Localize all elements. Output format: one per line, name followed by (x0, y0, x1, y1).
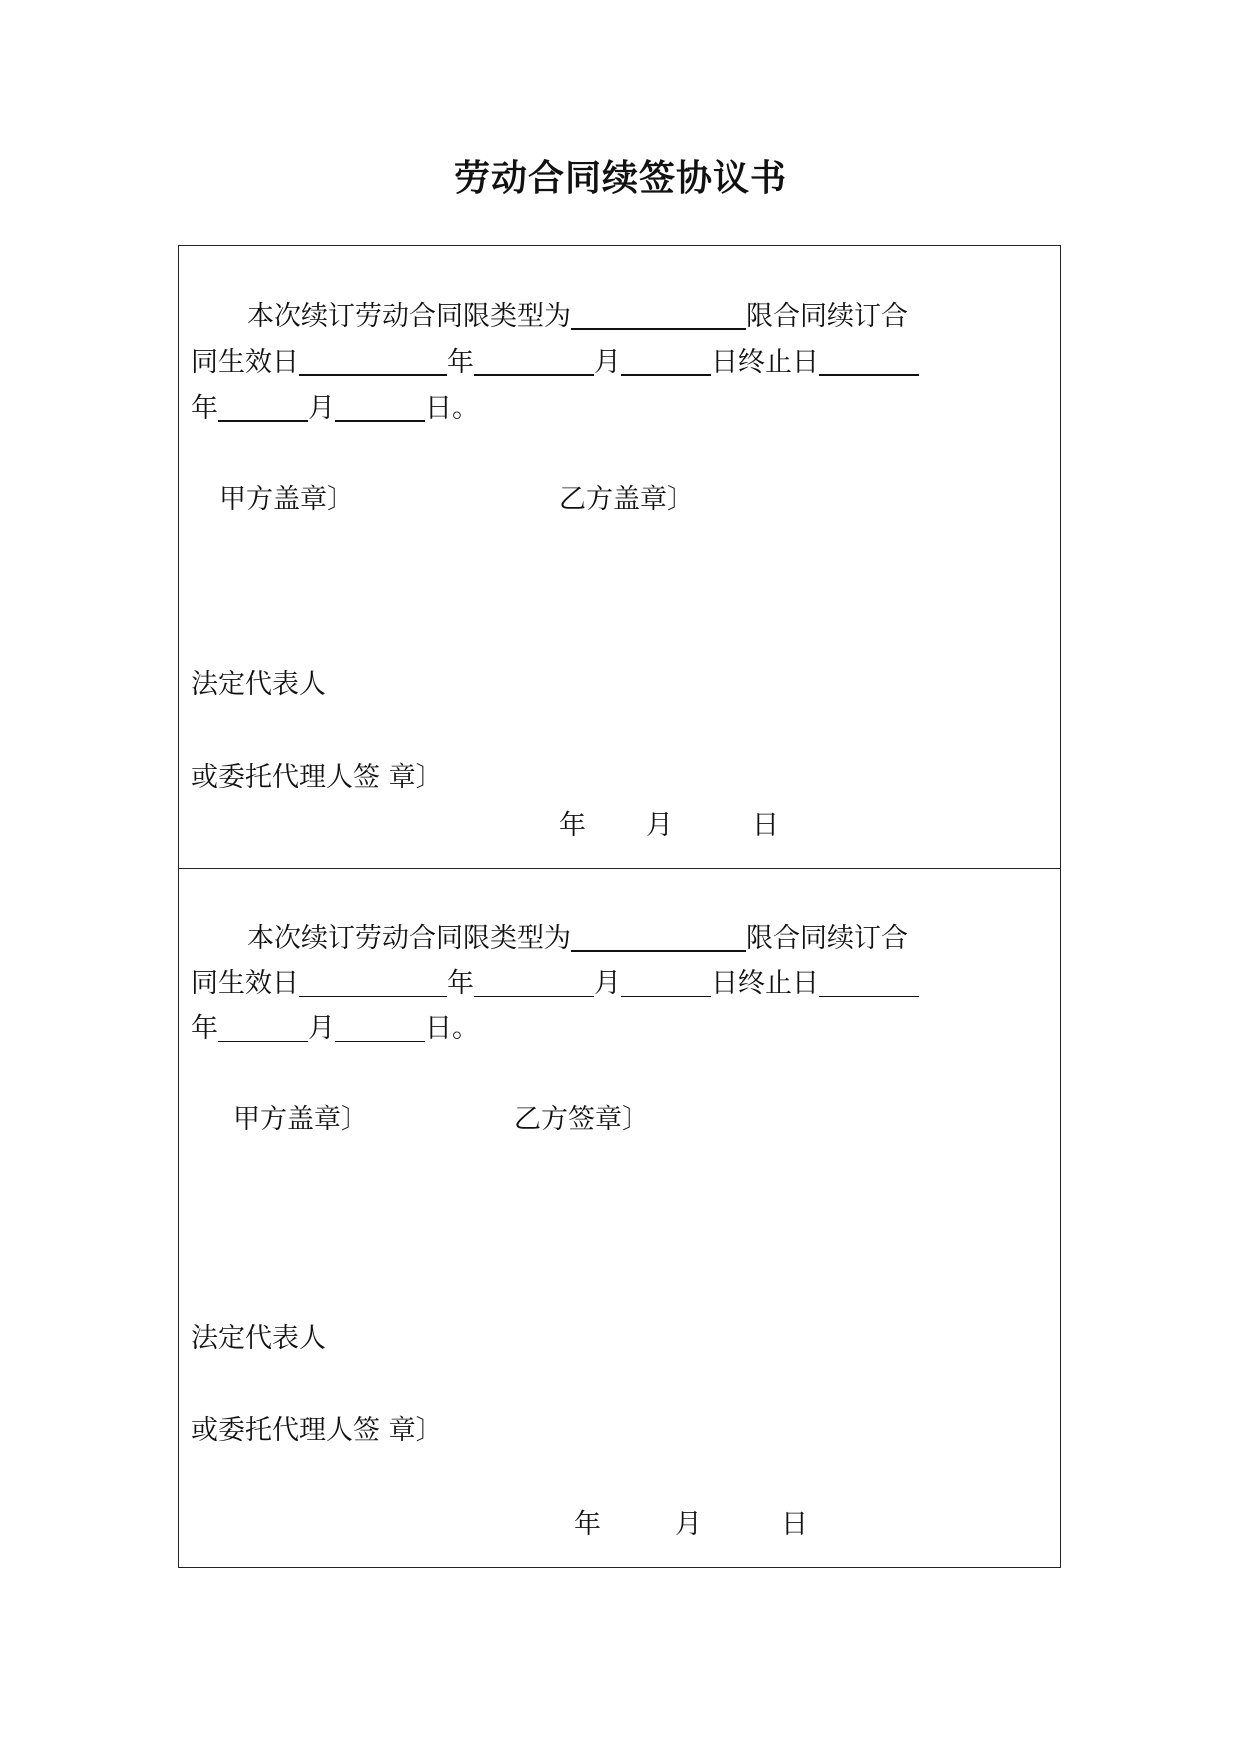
contract-type-suffix: 限合同续订合 (746, 923, 908, 954)
month-label: 月 (594, 347, 621, 378)
legal-representative-label: 法定代表人 (191, 1323, 326, 1354)
contract-type-blank[interactable] (571, 302, 746, 330)
effective-date-label: 同生效日 (191, 968, 299, 999)
document-title: 劳动合同续签协议书 (453, 157, 787, 199)
renewal-line-3 (191, 1015, 479, 1042)
effective-month-blank[interactable] (474, 970, 594, 997)
effective-date-label: 同生效日 (191, 347, 299, 378)
year-label: 年 (191, 1013, 218, 1044)
contract-type-blank[interactable] (571, 924, 746, 952)
renewal-section-1 (178, 245, 1061, 869)
date-day-label: 日 (781, 1509, 808, 1540)
contract-type-suffix: 限合同续订合 (746, 301, 908, 332)
agent-signature-label: 或委托代理人签 章〕 (191, 762, 443, 793)
date-year-label: 年 (574, 1509, 601, 1540)
effective-day-blank[interactable] (621, 348, 711, 376)
end-day-blank[interactable] (335, 1015, 425, 1042)
renewal-line-2 (191, 970, 919, 997)
effective-year-blank[interactable] (299, 970, 447, 997)
end-day-blank[interactable] (335, 394, 425, 422)
year-label: 年 (447, 347, 474, 378)
year-label: 年 (191, 393, 218, 424)
effective-day-blank[interactable] (621, 970, 711, 997)
year-label: 年 (447, 968, 474, 999)
party-a-seal-label: 甲方盖章〕 (233, 1104, 368, 1135)
end-year-blank[interactable] (819, 348, 919, 376)
contract-type-label: 本次续订劳动合同限类型为 (247, 301, 571, 332)
month-label: 月 (308, 1013, 335, 1044)
effective-month-blank[interactable] (474, 348, 594, 376)
date-month-label: 月 (646, 810, 673, 841)
effective-year-blank[interactable] (299, 348, 447, 376)
day-label: 日。 (425, 393, 479, 424)
month-label: 月 (594, 968, 621, 999)
end-month-blank[interactable] (218, 394, 308, 422)
agent-signature-label: 或委托代理人签 章〕 (191, 1415, 443, 1446)
legal-representative-label: 法定代表人 (191, 669, 326, 700)
end-month-blank[interactable] (218, 1015, 308, 1042)
renewal-line-2 (191, 348, 919, 376)
month-label: 月 (308, 393, 335, 424)
contract-type-label: 本次续订劳动合同限类型为 (247, 923, 571, 954)
end-date-label: 日终止日 (711, 347, 819, 378)
renewal-line-1 (247, 924, 908, 952)
date-month-label: 月 (675, 1509, 702, 1540)
party-b-seal-label: 乙方盖章〕 (559, 484, 694, 515)
date-year-label: 年 (559, 810, 586, 841)
end-date-label: 日终止日 (711, 968, 819, 999)
end-year-blank[interactable] (819, 970, 919, 997)
party-b-signature-label: 乙方签章〕 (514, 1104, 649, 1135)
party-a-seal-label: 甲方盖章〕 (219, 484, 354, 515)
renewal-line-1 (247, 302, 908, 330)
renewal-section-2 (178, 868, 1061, 1568)
day-label: 日。 (425, 1013, 479, 1044)
renewal-line-3 (191, 394, 479, 422)
date-day-label: 日 (752, 810, 779, 841)
